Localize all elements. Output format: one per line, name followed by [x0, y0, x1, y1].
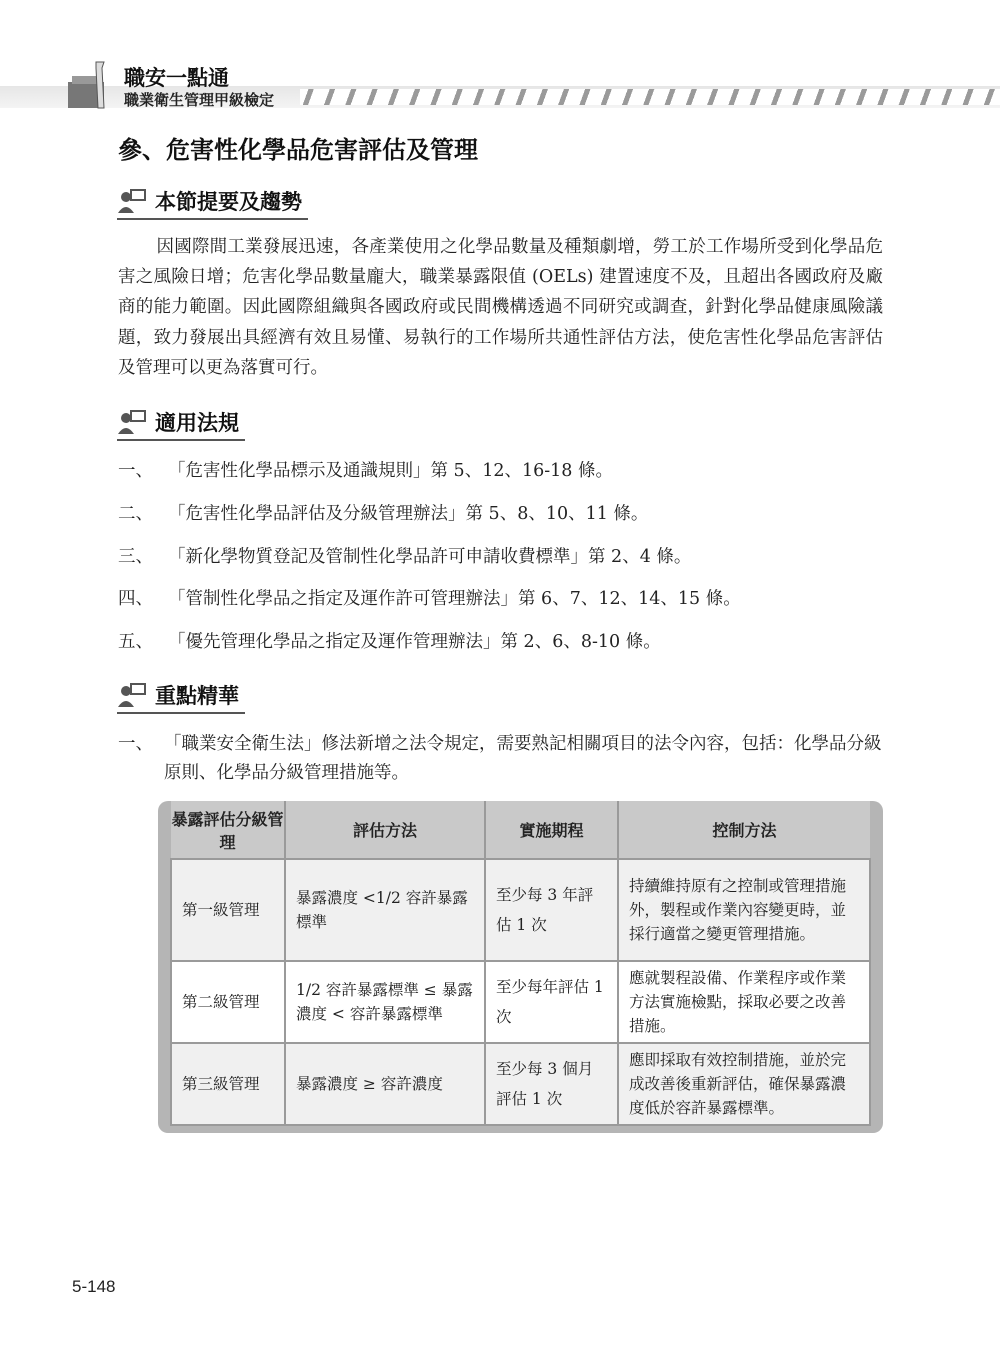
table-cell: 第三級管理	[171, 1043, 285, 1125]
list-number: 一、	[118, 461, 153, 481]
list-text: 「管制性化學品之指定及運作許可管理辦法」第 6、7、12、14、15 條。	[168, 589, 741, 609]
page-title: 參、危害性化學品危害評估及管理	[118, 136, 478, 164]
table-cell: 1/2 容許暴露標準 ≤ 暴露濃度 < 容許暴露標準	[285, 961, 485, 1043]
section-heading-highlights	[117, 678, 245, 714]
list-text: 「職業安全衛生法」修法新增之法令規定，需要熟記相關項目的法令內容，包括：化學品分級原則、化學品分級管理措施等。	[164, 734, 882, 783]
list-text: 「危害性化學品標示及通識規則」第 5、12、16-18 條。	[168, 461, 613, 481]
toolbox-wrench-icon	[66, 58, 116, 113]
section-heading-text: 本節提要及趨勢	[155, 190, 302, 214]
table-cell: 應就製程設備、作業程序或作業方法實施檢點，採取必要之改善措施。	[618, 961, 870, 1043]
list-text: 「危害性化學品評估及分級管理辦法」第 5、8、10、11 條。	[168, 504, 649, 524]
person-chat-icon	[117, 188, 147, 214]
list-number: 五、	[118, 632, 153, 652]
management-table	[170, 801, 871, 1126]
table-cell: 第二級管理	[171, 961, 285, 1043]
table-cell: 應即採取有效控制措施，並於完成改善後重新評估，確保暴露濃度低於容許暴露標準。	[618, 1043, 870, 1125]
list-item	[118, 585, 741, 610]
summary-paragraph: 因國際間工業發展迅速，各產業使用之化學品數量及種類劇增，勞工於工作場所受到化學品危害之風險日增；危害化學品數量龐大，職業暴露限值 (OELs) 建置速度不及，且超出各國政府及廠商的能力範圍。因此國際組織與各國政府或民間機構透過不同研究或調查，針對化學品健康風險議題，致力發展出具經濟有效且易懂、易執行的工作場所共通性評估方法，使危害性化學品危害評估及管理可以更為落實可行。	[118, 237, 883, 378]
table-header-row	[171, 801, 870, 859]
list-number: 二、	[118, 504, 153, 524]
list-number: 一、	[118, 734, 153, 754]
list-text: 「新化學物質登記及管制性化學品許可申請收費標準」第 2、4 條。	[168, 547, 692, 567]
list-item	[118, 730, 888, 788]
management-table-frame	[158, 801, 883, 1133]
table-row	[171, 1043, 870, 1125]
table-cell: 暴露濃度 ≥ 容許濃度	[285, 1043, 485, 1125]
list-number: 四、	[118, 589, 153, 609]
list-number: 三、	[118, 547, 153, 567]
section-heading-regulations	[117, 405, 245, 441]
table-cell: 持續維持原有之控制或管理措施外，製程或作業內容變更時，並採行適當之變更管理措施。	[618, 859, 870, 961]
column-header: 實施期程	[485, 801, 618, 859]
section-heading-text: 適用法規	[155, 411, 239, 435]
table-row	[171, 961, 870, 1043]
list-item	[118, 628, 661, 653]
list-text: 「優先管理化學品之指定及運作管理辦法」第 2、6、8-10 條。	[168, 632, 661, 652]
brand-subtitle: 職業衛生管理甲級檢定	[124, 91, 275, 109]
section-heading-summary	[117, 184, 308, 220]
brand-title: 職安一點通	[124, 66, 229, 90]
table-cell: 至少每年評估 1 次	[485, 961, 618, 1043]
column-header: 控制方法	[618, 801, 870, 859]
list-item	[118, 500, 648, 525]
column-header: 暴露評估分級管理	[171, 801, 285, 859]
list-item	[118, 457, 613, 482]
column-header: 評估方法	[285, 801, 485, 859]
table-cell: 至少每 3 年評估 1 次	[485, 859, 618, 961]
header-stripes	[300, 89, 1000, 105]
person-chat-icon	[117, 409, 147, 435]
section-heading-text: 重點精華	[155, 684, 239, 708]
table-row	[171, 859, 870, 961]
page-number: 5-148	[72, 1277, 116, 1296]
table-cell: 至少每 3 個月評估 1 次	[485, 1043, 618, 1125]
person-chat-icon	[117, 682, 147, 708]
list-item	[118, 543, 691, 568]
table-cell: 第一級管理	[171, 859, 285, 961]
table-cell: 暴露濃度 <1/2 容許暴露標準	[285, 859, 485, 961]
